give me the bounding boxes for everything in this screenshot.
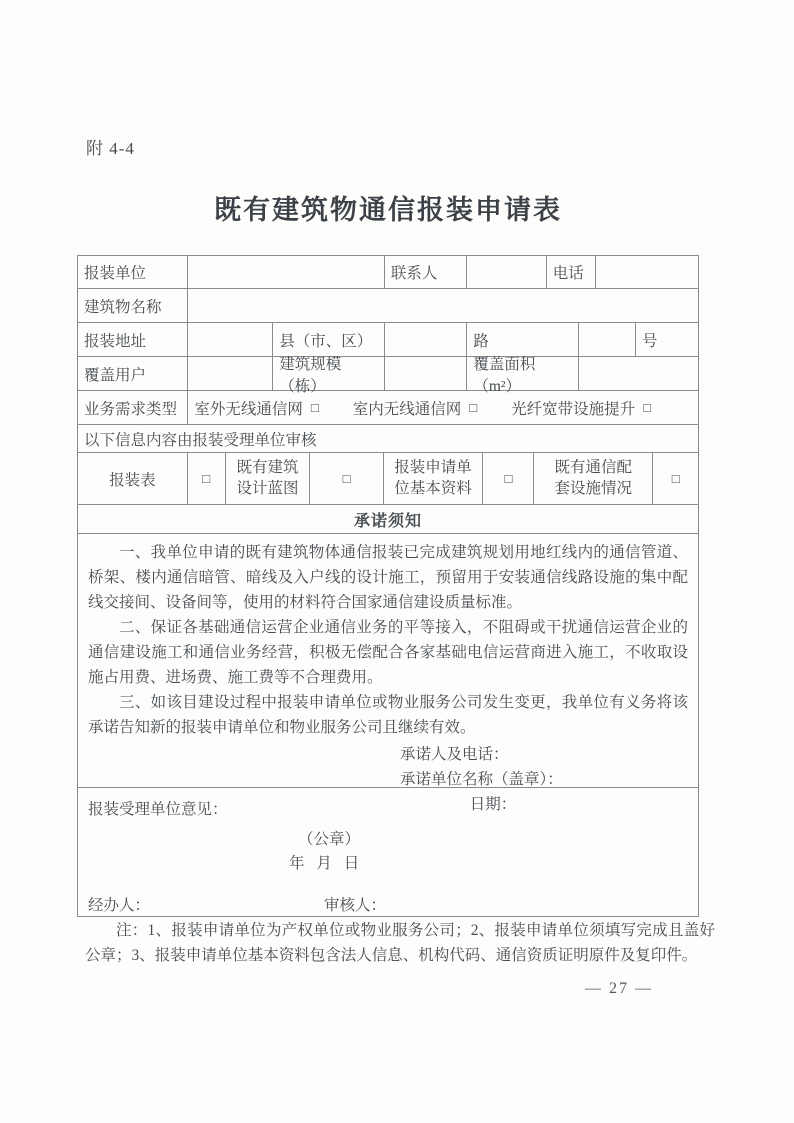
phone-input-cell[interactable] bbox=[596, 256, 698, 288]
building-name-label: 建筑物名称 bbox=[78, 289, 188, 322]
row-acceptance-opinion bbox=[78, 788, 698, 916]
commitment-paragraph-3: 三、如该目建设过程中报装申请单位或物业服务公司发生变更，我单位有义务将该承诺告知新的报装申请单位和物业服务公司且继续有效。 bbox=[88, 694, 688, 736]
row-coverage bbox=[78, 355, 698, 395]
row-service-demand bbox=[78, 391, 698, 425]
applicant-unit-input-cell[interactable] bbox=[188, 256, 385, 288]
page-title: 既有建筑物通信报装申请表 bbox=[214, 195, 562, 225]
promiser-unit-seal-label: 承诺单位名称（盖章）： bbox=[400, 771, 563, 788]
option-fiber-broadband bbox=[511, 397, 651, 419]
commitment-paragraph-1: 一、我单位申请的既有建筑物体通信报装已完成建筑规划用地红线内的通信管道、桥架、楼内通信暗管、暗线及入户线的设计施工，预留用于安装通信线路设施的集中配线交接间、设备间等，使用的材料符合国家通信建设质量标准。 bbox=[88, 544, 688, 611]
checklist-basic-info-checkbox[interactable]: □ bbox=[483, 453, 534, 504]
footnote: 注：1、报装申请单位为产权单位或物业服务公司；2、报装申请单位须填写完成且盖好公章；3、报装申请单位基本资料包含法人信息、机构代码、通信资质证明原件及复印件。 bbox=[85, 922, 715, 964]
checklist-basic-info-label: 报装申请单位基本资料 bbox=[384, 453, 484, 504]
checklist-facilities-checkbox[interactable]: □ bbox=[671, 471, 680, 486]
reviewer-label: 审核人： bbox=[324, 897, 387, 914]
acceptance-opinion-cell bbox=[78, 788, 698, 916]
commitment-paragraph-2: 二、保证各基础通信运营企业通信业务的平等接入，不阻碍或干扰通信运营企业的通信建设施工和通信业务经营，积极无偿配合各家基础电信运营商进入施工，不收取设施占用费、进场费、施工费等不合理费用。 bbox=[88, 619, 688, 686]
building-scale-label: 建筑规模（栋） bbox=[273, 357, 385, 390]
commitment-title: 承诺须知 bbox=[353, 512, 422, 530]
checklist-form-label: 报装表 bbox=[78, 453, 188, 504]
page-number: — 27 — bbox=[585, 980, 653, 997]
checklist-facilities-label: 既有通信配套设施情况 bbox=[534, 453, 653, 504]
phone-label: 电话 bbox=[547, 256, 597, 288]
indoor-wireless-label: 室内无线通信网 bbox=[352, 400, 462, 418]
acceptance-date-label: 年 月 日 bbox=[289, 855, 364, 872]
row-commitment-title bbox=[78, 505, 698, 534]
review-notice-text: 以下信息内容由报装受理单位审核 bbox=[84, 431, 317, 449]
outdoor-wireless-label: 室外无线通信网 bbox=[194, 400, 303, 418]
contact-person-label: 联系人 bbox=[385, 256, 467, 288]
row-building-name bbox=[78, 289, 698, 323]
row-install-address bbox=[78, 323, 698, 357]
checklist-form-checkbox[interactable]: □ bbox=[188, 453, 226, 504]
service-demand-label: 业务需求类型 bbox=[78, 391, 188, 424]
handler-label: 经办人： bbox=[88, 897, 151, 914]
coverage-users-label: 覆盖用户 bbox=[78, 357, 188, 390]
install-address-label: 报装地址 bbox=[78, 323, 188, 356]
fiber-broadband-checkbox[interactable]: □ bbox=[643, 400, 651, 415]
address-city-input-cell[interactable] bbox=[188, 323, 273, 356]
commitment-date-label: 日期： bbox=[469, 796, 517, 813]
option-outdoor-wireless bbox=[194, 397, 318, 419]
attachment-number: 附 4-4 bbox=[86, 139, 135, 158]
indoor-wireless-checkbox[interactable]: □ bbox=[469, 400, 478, 415]
checklist-blueprint-label: 既有建筑设计蓝图 bbox=[226, 453, 311, 504]
option-indoor-wireless bbox=[353, 397, 477, 419]
address-number-input-cell[interactable] bbox=[579, 323, 636, 356]
coverage-users-input-cell[interactable] bbox=[188, 357, 273, 390]
row-applicant-unit bbox=[78, 256, 698, 289]
row-review-notice bbox=[78, 425, 698, 453]
road-label: 路 bbox=[467, 323, 579, 356]
address-road-input-cell[interactable] bbox=[385, 323, 467, 356]
county-label: 县（市、区） bbox=[273, 323, 385, 356]
coverage-area-label: 覆盖面积（m²） bbox=[467, 357, 579, 390]
handler-row bbox=[88, 894, 688, 918]
number-label: 号 bbox=[641, 332, 658, 350]
checklist-blueprint-checkbox[interactable]: □ bbox=[310, 453, 383, 504]
promiser-phone-label: 承诺人及电话： bbox=[400, 746, 509, 763]
fiber-broadband-label: 光纤宽带设施提升 bbox=[511, 400, 636, 418]
coverage-area-input-cell[interactable] bbox=[579, 357, 698, 390]
row-checklist bbox=[78, 453, 698, 505]
application-form-table bbox=[77, 255, 699, 917]
official-seal-label: （公章） bbox=[298, 831, 361, 848]
building-scale-input-cell[interactable] bbox=[385, 357, 467, 390]
service-demand-options bbox=[188, 391, 698, 424]
building-name-input-cell[interactable] bbox=[188, 289, 698, 322]
acceptance-opinion-label: 报装受理单位意见： bbox=[88, 801, 228, 818]
contact-person-input-cell[interactable] bbox=[467, 256, 547, 288]
outdoor-wireless-checkbox[interactable]: □ bbox=[310, 400, 319, 415]
applicant-unit-label: 报装单位 bbox=[78, 256, 188, 288]
